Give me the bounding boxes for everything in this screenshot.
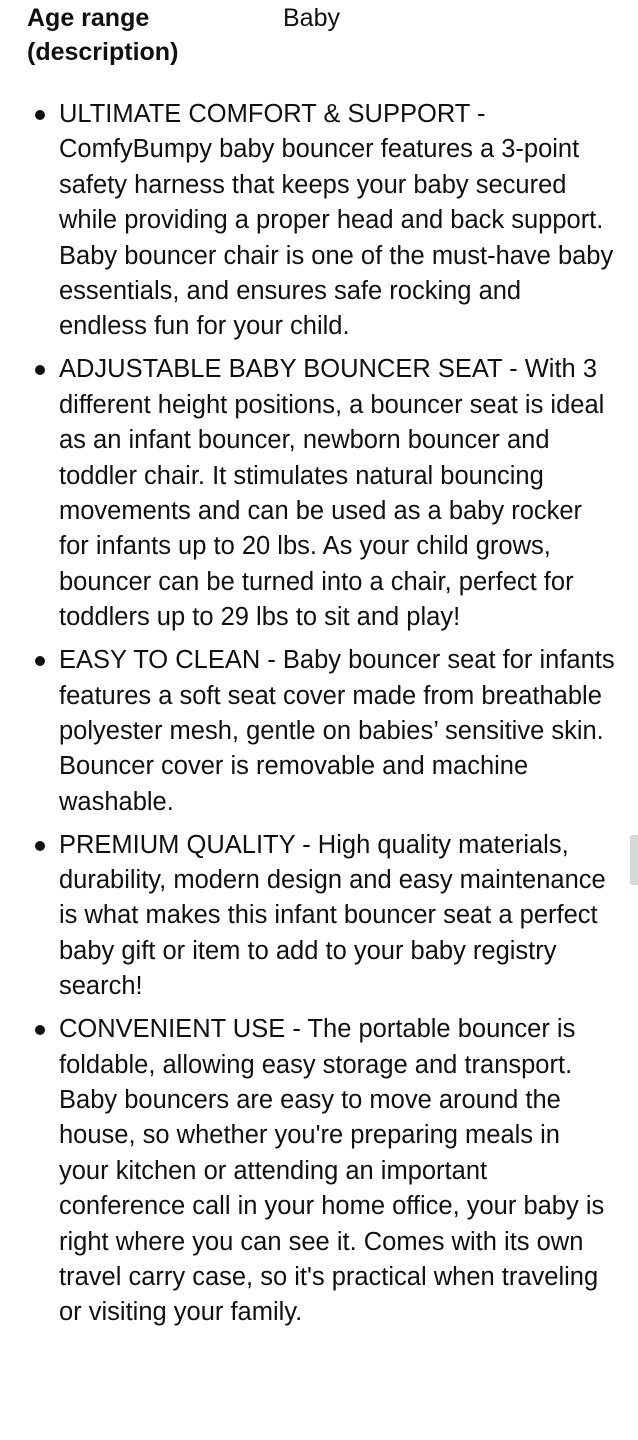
scroll-indicator[interactable] bbox=[630, 835, 638, 885]
feature-bullets-list bbox=[0, 97, 620, 1338]
feature-bullet-comfort: ULTIMATE COMFORT & SUPPORT - ComfyBumpy baby bouncer features a 3-point safety harness that keeps your baby secured while providing a proper head and back support. Baby bouncer chair is one of the must-have baby essentials, and ensures safe rocking and endless fun for your child. bbox=[0, 97, 620, 345]
feature-bullet-adjustable: ADJUSTABLE BABY BOUNCER SEAT - With 3 different height positions, a bouncer seat is ideal as an infant bouncer, newborn bouncer and toddler chair. It stimulates natural bouncing movements and can be used as a baby rocker for infants up to 20 lbs. As your child grows, bouncer can be turned into a chair, perfect for toddlers up to 29 lbs to sit and play! bbox=[0, 352, 620, 635]
spec-label-age-range: Age range (description) bbox=[27, 4, 179, 66]
product-spec-row bbox=[27, 0, 627, 70]
feature-bullet-premium-quality: PREMIUM QUALITY - High quality materials, durability, modern design and easy maintenance is what makes this infant bouncer seat a perfect baby gift or item to add to your baby registry search! bbox=[0, 828, 620, 1005]
feature-bullet-easy-clean: EASY TO CLEAN - Baby bouncer seat for infants features a soft seat cover made from breathable polyester mesh, gentle on babies’ sensitive skin. Bouncer cover is removable and machine washable. bbox=[0, 643, 620, 820]
spec-value-age-range: Baby bbox=[283, 4, 340, 32]
feature-bullet-convenient-use: CONVENIENT USE - The portable bouncer is foldable, allowing easy storage and transport. Baby bouncers are easy to move around the house, so whether you're preparing meals in your kitchen or attending an important conference call in your home office, your baby is right where you can see it. Comes with its own travel carry case, so it's practical when traveling or visiting your family. bbox=[0, 1012, 620, 1331]
